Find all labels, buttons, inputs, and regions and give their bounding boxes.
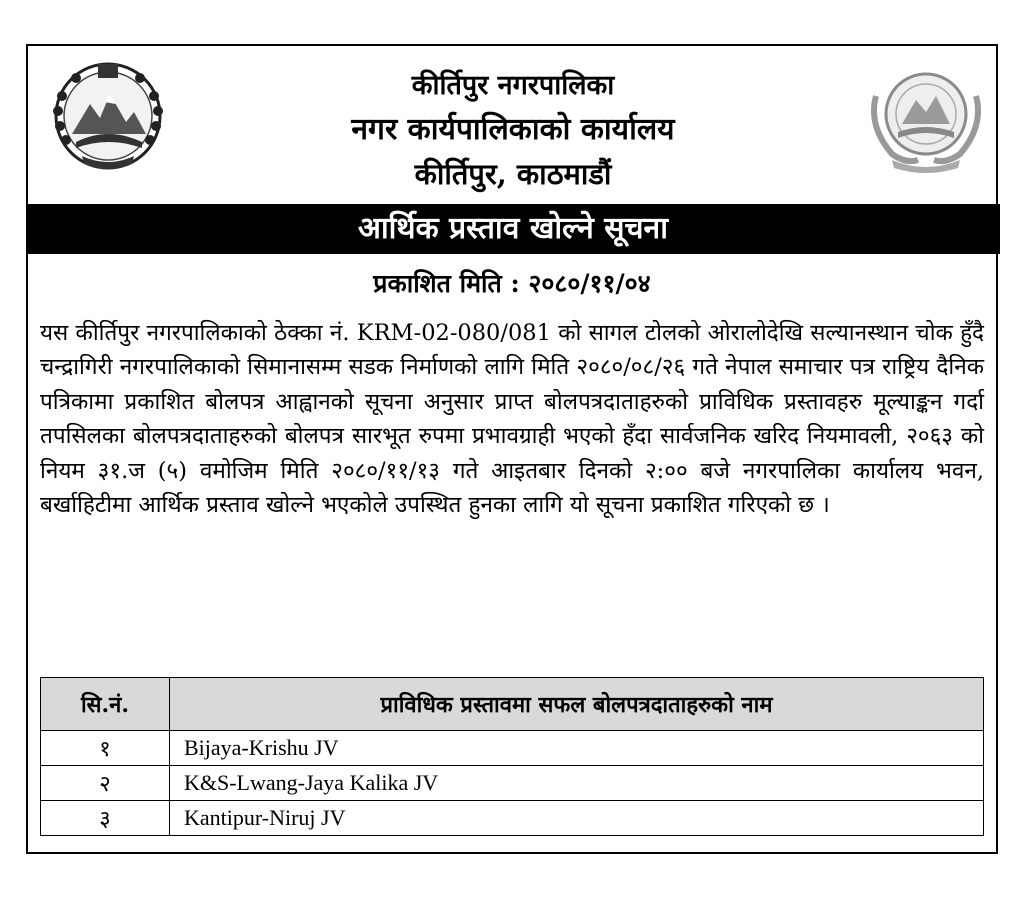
notice-header xyxy=(28,46,996,204)
column-header-name: प्राविधिक प्रस्तावमा सफल बोलपत्रदाताहरुको नाम xyxy=(170,678,984,731)
row-bidder-name: Bijaya-Krishu JV xyxy=(170,731,984,766)
table-row xyxy=(41,766,984,801)
table-row xyxy=(41,731,984,766)
table-row xyxy=(41,801,984,836)
column-header-sn: सि.नं. xyxy=(41,678,170,731)
row-sn: १ xyxy=(41,731,170,766)
notice-title-banner: आर्थिक प्रस्ताव खोल्ने सूचना xyxy=(26,204,1000,254)
office-heading xyxy=(178,64,848,196)
published-date: प्रकाशित मिति : २०८०/११/०४ xyxy=(373,269,651,298)
office-name: नगर कार्यपालिकाको कार्यालय xyxy=(351,112,675,147)
nepal-emblem-icon xyxy=(48,56,168,174)
notice-frame xyxy=(26,44,998,854)
row-sn: ३ xyxy=(41,801,170,836)
table-header-row xyxy=(41,678,984,731)
notice-body: यस कीर्तिपुर नगरपालिकाको ठेक्का नं. KRM-02-080/081 को सागल टोलको ओरालोदेखि सल्यानस्थान चोक हुँदै चन्द्रागिरी नगरपालिकाको सिमानासम्म सडक निर्माणको लागि मिति २०८०/०८/२६ गते नेपाल समाचार पत्र राष्ट्रिय दैनिक पत्रिकामा प्रकाशित बोलपत्र आह्वानको सूचना अनुसार प्राप्त बोलपत्रदाताहरुको प्राविधिक प्रस्तावहरु मूल्याङ्कन गर्दा तपसिलका बोलपत्रदाताहरुको बोलपत्र सारभूत रुपमा प्रभावग्राही भएको हँदा सार्वजनिक खरिद नियमावली, २०६३ को नियम ३१.ज (५) वमोजिम मिति २०८०/११/१३ गते आइतबार दिनको २:०० बजे नगरपालिका कार्यालय भवन, बर्खाहिटीमा आर्थिक प्रस्ताव खोल्ने भएकोले उपस्थित हुनका लागि यो सूचना प्रकाशित गरिएको छ । xyxy=(40,320,984,519)
office-location: कीर्तिपुर, काठमाडौं xyxy=(414,157,612,191)
row-sn: २ xyxy=(41,766,170,801)
row-bidder-name: K&S-Lwang-Jaya Kalika JV xyxy=(170,766,984,801)
municipality-logo-icon xyxy=(862,56,990,174)
bidders-table xyxy=(40,677,984,836)
municipality-name: कीर्तिपुर नगरपालिका xyxy=(411,70,615,101)
row-bidder-name: Kantipur-Niruj JV xyxy=(170,801,984,836)
